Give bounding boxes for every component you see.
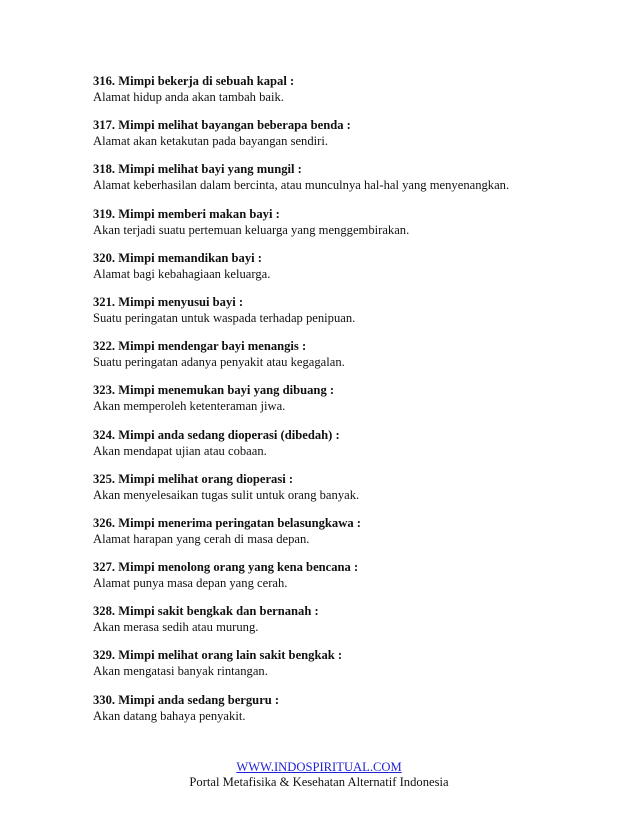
entry-meaning: Alamat punya masa depan yang cerah. [93,576,288,591]
list-item [93,250,613,294]
entry-title: 329. Mimpi melihat orang lain sakit bengkak : [93,648,343,663]
entry-meaning: Alamat akan ketakutan pada bayangan sendiri. [93,134,328,149]
list-item [93,117,613,161]
entry-meaning: Akan datang bahaya penyakit. [93,708,246,723]
entry-meaning: Akan merasa sedih atau murung. [93,620,259,635]
list-item [93,603,613,647]
entry-title: 319. Mimpi memberi makan bayi : [93,206,280,221]
entry-title: 318. Mimpi melihat bayi yang mungil : [93,162,302,177]
entry-meaning: Akan menyelesaikan tugas sulit untuk orang banyak. [93,487,360,502]
dream-entries-list [93,73,613,736]
list-item [93,73,613,117]
entry-title: 323. Mimpi menemukan bayi yang dibuang : [93,383,335,398]
entry-meaning: Akan mengatasi banyak rintangan. [93,664,268,679]
entry-title: 327. Mimpi menolong orang yang kena bencana : [93,560,359,575]
entry-meaning: Akan terjadi suatu pertemuan keluarga yang menggembirakan. [93,222,410,237]
entry-title: 316. Mimpi bekerja di sebuah kapal : [93,74,295,88]
footer-tagline: Portal Metafisika & Kesehatan Alternatif Indonesia [189,775,449,789]
list-item [93,206,613,250]
list-item [93,338,613,382]
list-item [93,427,613,471]
list-item [93,471,613,515]
list-item [93,294,613,338]
entry-title: 330. Mimpi anda sedang berguru : [93,692,280,707]
list-item [93,647,613,691]
entry-meaning: Akan mendapat ujian atau cobaan. [93,443,267,458]
entry-title: 326. Mimpi menerima peringatan belasungkawa : [93,515,361,530]
entry-meaning: Alamat hidup anda akan tambah baik. [93,90,284,104]
entry-meaning: Akan memperoleh ketenteraman jiwa. [93,399,286,414]
entry-title: 322. Mimpi mendengar bayi menangis : [93,339,307,354]
entry-title: 324. Mimpi anda sedang dioperasi (dibedah) : [93,427,340,442]
entry-title: 325. Mimpi melihat orang dioperasi : [93,471,294,486]
list-item [93,692,613,736]
list-item [93,515,613,559]
entry-title: 328. Mimpi sakit bengkak dan bernanah : [93,604,319,619]
entry-meaning: Alamat harapan yang cerah di masa depan. [93,531,310,546]
entry-meaning: Suatu peringatan untuk waspada terhadap penipuan. [93,310,356,325]
entry-title: 321. Mimpi menyusui bayi : [93,294,244,309]
list-item [93,161,613,205]
list-item [93,559,613,603]
entry-meaning: Alamat bagi kebahagiaan keluarga. [93,266,271,281]
entry-title: 317. Mimpi melihat bayangan beberapa benda : [93,118,351,133]
website-link[interactable]: WWW.INDOSPIRITUAL.COM [236,760,402,774]
entry-meaning: Suatu peringatan adanya penyakit atau kegagalan. [93,355,345,370]
entry-title: 320. Mimpi memandikan bayi : [93,250,262,265]
list-item [93,382,613,426]
page-footer [0,760,638,790]
entry-meaning: Alamat keberhasilan dalam bercinta, atau munculnya hal-hal yang menyenangkan. [93,178,510,193]
